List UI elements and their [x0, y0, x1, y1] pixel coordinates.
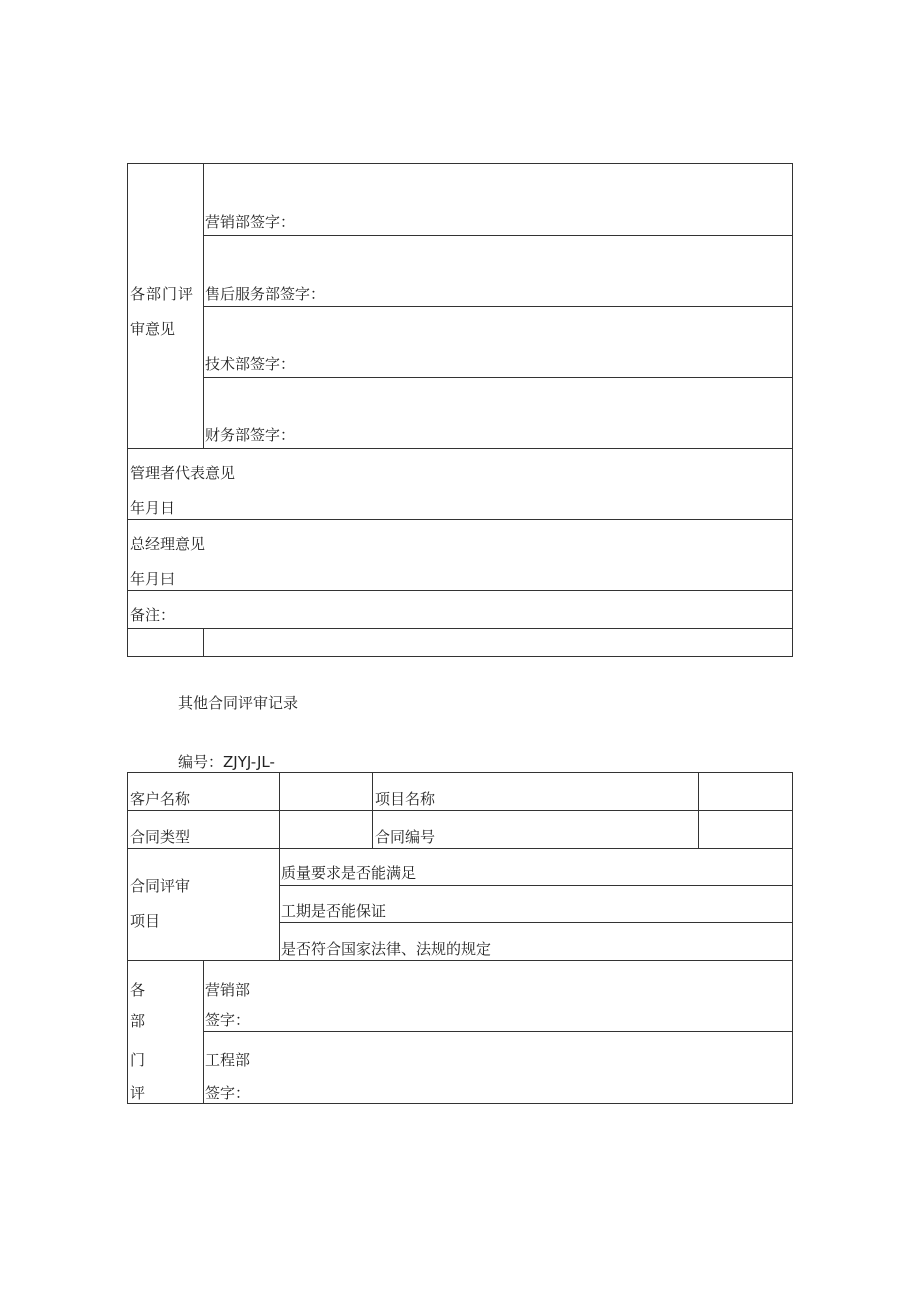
review-item-label-line1: 合同评审	[130, 877, 191, 895]
dept-char: 部	[130, 1012, 146, 1030]
table2-row-line	[279, 922, 793, 923]
finance-signature-label: 财务部签字：	[205, 426, 296, 444]
manager-rep-opinion: 管理者代表意见	[130, 464, 236, 482]
dept-char: 门	[130, 1051, 146, 1069]
table1-row-line	[203, 235, 793, 236]
tech-signature-label: 技术部签字：	[205, 355, 296, 373]
table2-row-line	[279, 885, 793, 886]
table1-row-line	[127, 519, 793, 520]
marketing-dept-signature: 签字：	[205, 1011, 251, 1029]
table2-row-line	[127, 848, 793, 849]
record-code: 编号：ZJYJ-JL-	[178, 753, 275, 771]
engineering-dept-label: 工程部	[205, 1051, 251, 1069]
gm-date: 年月曰	[130, 570, 176, 588]
marketing-dept-label: 营销部	[205, 981, 251, 999]
section-title: 其他合同评审记录	[178, 694, 299, 712]
table2-row-line	[127, 960, 793, 961]
project-name-label: 项目名称	[375, 790, 436, 808]
manager-rep-date: 年月日	[130, 499, 176, 517]
customer-name-label: 客户名称	[130, 790, 191, 808]
remarks-label: 备注：	[130, 606, 176, 624]
gm-opinion: 总经理意见	[130, 535, 206, 553]
marketing-signature-label: 营销部签字：	[205, 213, 296, 231]
aftersales-signature-label: 售后服务部签字：	[205, 285, 326, 303]
review-item-schedule: 工期是否能保证	[281, 902, 387, 920]
dept-char: 评	[130, 1084, 146, 1102]
table1-border	[127, 163, 793, 657]
contract-type-label: 合同类型	[130, 828, 191, 846]
table2-row-line	[127, 810, 793, 811]
table2-col-line	[203, 960, 204, 1104]
table1-row-line	[127, 590, 793, 591]
table2-col-line	[279, 848, 280, 960]
dept-review-label-line1: 各部门评	[130, 285, 195, 303]
table1-row-line	[203, 306, 793, 307]
table1-row-line	[203, 377, 793, 378]
review-item-label-line2: 项目	[130, 912, 161, 930]
engineering-dept-signature: 签字：	[205, 1084, 251, 1102]
contract-no-label: 合同编号	[375, 828, 436, 846]
dept-char: 各	[130, 981, 146, 999]
review-item-legal: 是否符合国家法律、法规的规定	[281, 940, 492, 958]
table1-row-line	[127, 448, 793, 449]
table2-row-line	[203, 1031, 793, 1032]
dept-review-label-line2: 审意见	[130, 320, 176, 338]
table1-row-line	[127, 628, 793, 629]
table1-col-divider-bottom	[203, 628, 204, 657]
review-item-quality: 质量要求是否能满足	[281, 864, 417, 882]
